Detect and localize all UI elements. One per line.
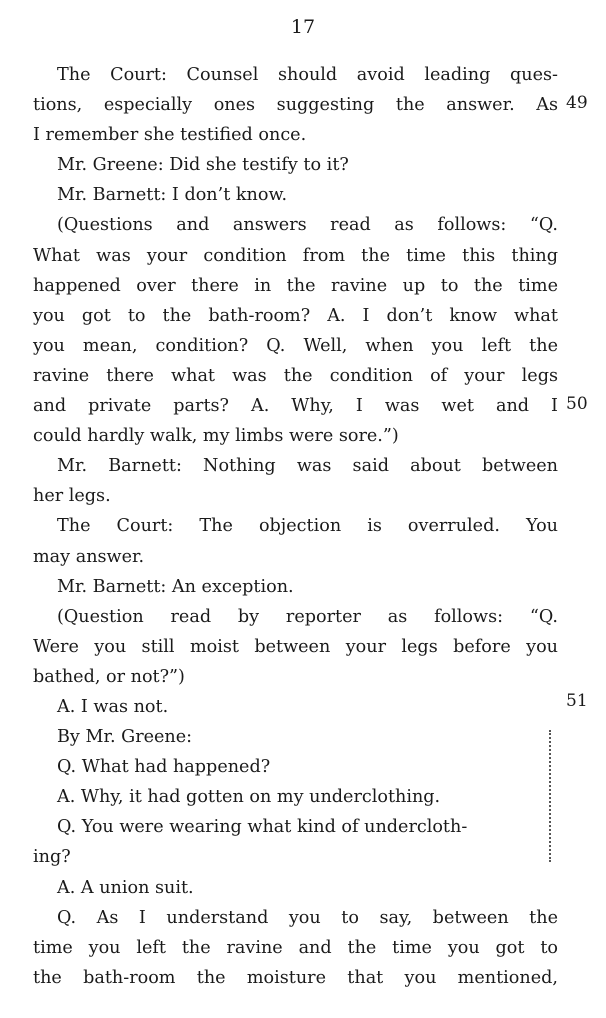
text-line: happened over there in the ravine up to the time bbox=[33, 275, 558, 296]
text-line: A. A union suit. bbox=[57, 877, 194, 898]
text-line: you got to the bath-room? A. I don’t know what bbox=[33, 305, 558, 326]
text-line: Mr. Barnett: An exception. bbox=[57, 576, 294, 597]
text-line: Were you still moist between your legs before you bbox=[33, 636, 558, 657]
margin-line-number: 50 bbox=[566, 394, 588, 414]
text-line: Mr. Greene: Did she testify to it? bbox=[57, 155, 349, 176]
margin-line-number: 49 bbox=[566, 93, 588, 113]
page-number: 17 bbox=[290, 16, 316, 38]
text-line: Q. You were wearing what kind of undercloth- bbox=[57, 817, 468, 838]
margin-line-number: 51 bbox=[566, 691, 588, 711]
text-line: time you left the ravine and the time you got to bbox=[33, 937, 558, 958]
margin-mark bbox=[549, 730, 551, 862]
text-line: bathed, or not?”) bbox=[33, 666, 185, 687]
text-line: A. Why, it had gotten on my underclothing. bbox=[57, 787, 441, 808]
text-line: her legs. bbox=[33, 486, 111, 507]
text-line: Q. As I understand you to say, between the bbox=[57, 907, 558, 928]
text-line: (Questions and answers read as follows: “Q. bbox=[57, 215, 558, 236]
text-line: Q. What had happened? bbox=[57, 757, 271, 778]
text-line: you mean, condition? Q. Well, when you left the bbox=[33, 335, 558, 356]
transcript-text bbox=[33, 60, 558, 993]
text-line: Mr. Barnett: Nothing was said about between bbox=[57, 456, 558, 477]
text-line: could hardly walk, my limbs were sore.”) bbox=[33, 426, 399, 447]
text-line: tions, especially ones suggesting the answer. As bbox=[33, 95, 558, 116]
text-line: The Court: The objection is overruled. You bbox=[57, 516, 558, 537]
text-line: I remember she testified once. bbox=[33, 125, 307, 146]
text-line: What was your condition from the time this thing bbox=[33, 245, 558, 266]
text-line: Mr. Barnett: I don’t know. bbox=[57, 185, 288, 206]
text-line: A. I was not. bbox=[57, 696, 169, 717]
text-line: the bath-room the moisture that you mentioned, bbox=[33, 967, 558, 988]
text-line: ravine there what was the condition of your legs bbox=[33, 365, 558, 386]
text-line: and private parts? A. Why, I was wet and I bbox=[33, 396, 558, 417]
text-line: (Question read by reporter as follows: “Q. bbox=[57, 606, 558, 627]
text-line: may answer. bbox=[33, 546, 145, 567]
text-line: ing? bbox=[33, 847, 71, 868]
text-line: By Mr. Greene: bbox=[57, 727, 193, 748]
text-line: The Court: Counsel should avoid leading ques- bbox=[57, 65, 558, 85]
